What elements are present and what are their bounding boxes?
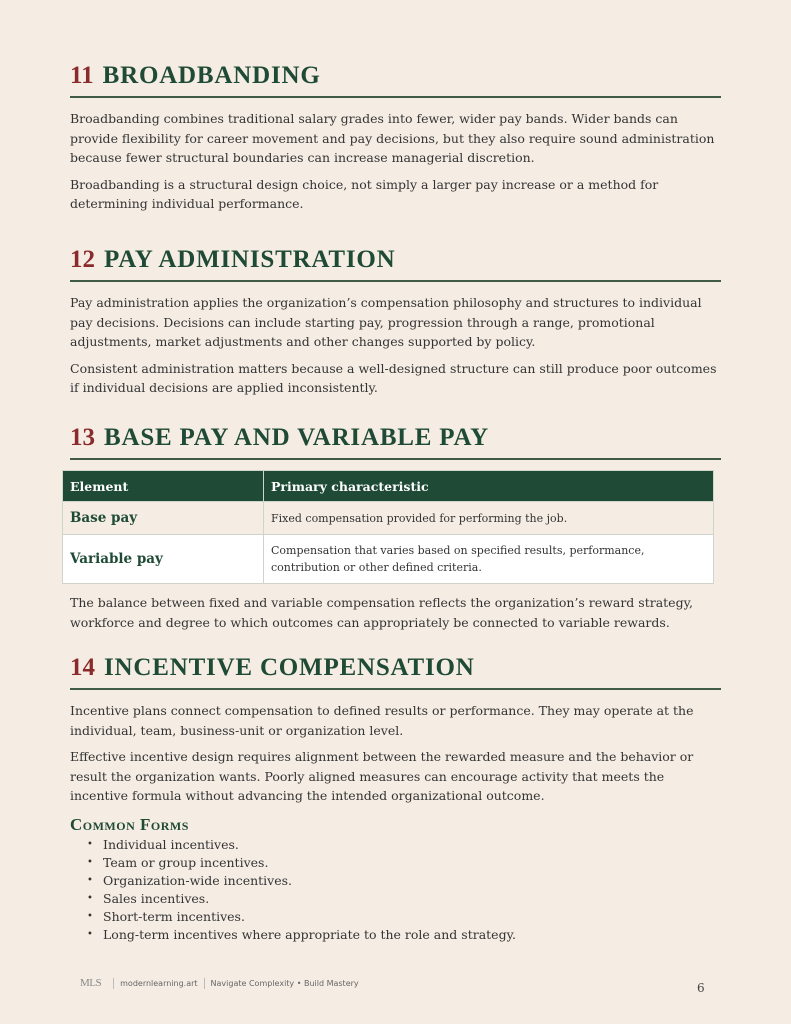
list-item	[70, 890, 721, 908]
paragraph: Broadbanding is a structural design choice, not simply a larger pay increase or a method for determining individual performance.	[70, 176, 659, 211]
list-item	[70, 854, 721, 872]
bullet-icon: •	[87, 838, 93, 850]
table-cell-characteristic: Compensation that varies based on specified results, performance, contribution or other defined criteria.	[264, 535, 714, 584]
paragraph: Pay administration applies the organization’s compensation philosophy and structures to individual pay decisions. Decisions can include starting pay, progression through a range, promotional adjustments, market adjustments and other changes supported by policy.	[70, 295, 702, 349]
section-broadbanding	[70, 62, 721, 214]
section-heading	[70, 654, 721, 690]
table-header-row	[63, 471, 714, 502]
paragraph: Broadbanding combines traditional salary grades into fewer, wider pay bands. Wider bands can provide flexibility for career movement and pay decisions, but they also require sound administration because fewer structural boundaries can increase managerial discretion.	[70, 111, 715, 165]
list-item	[70, 908, 721, 926]
footer-divider	[113, 978, 114, 989]
table-row	[63, 502, 714, 535]
bullet-icon: •	[87, 928, 93, 940]
list-item	[70, 836, 721, 854]
common-forms-list	[70, 836, 721, 944]
section-title: INCENTIVE COMPENSATION	[104, 654, 475, 681]
section-incentive-compensation	[70, 654, 721, 944]
pay-comparison-table	[62, 470, 714, 584]
page-footer	[80, 977, 359, 989]
section-number: 12	[70, 246, 95, 273]
bullet-icon: •	[87, 874, 93, 886]
footer-divider	[204, 978, 205, 989]
list-item	[70, 872, 721, 890]
list-item-text: Sales incentives.	[103, 890, 210, 906]
section-heading	[70, 424, 721, 460]
footer-site: modernlearning.art	[120, 978, 198, 988]
table-cell-element: Variable pay	[63, 535, 264, 584]
section-title: PAY ADMINISTRATION	[104, 246, 396, 273]
section-number: 14	[70, 654, 95, 681]
section-title: BROADBANDING	[102, 62, 321, 89]
section-base-variable-pay	[70, 424, 721, 630]
list-item-text: Long-term incentives where appropriate to the role and strategy.	[103, 926, 516, 942]
subheading-common-forms: Common Forms	[70, 814, 189, 834]
list-item-text: Individual incentives.	[103, 836, 239, 852]
paragraph: Consistent administration matters because a well-designed structure can still produce poor outcomes if individual decisions are applied inconsistently.	[70, 360, 717, 395]
mls-logo: MLS	[80, 977, 102, 989]
table-cell-element: Base pay	[63, 502, 264, 535]
table-cell-characteristic: Fixed compensation provided for performing the job.	[264, 502, 714, 535]
paragraph: Effective incentive design requires alignment between the rewarded measure and the behavior or result the organization wants. Poorly aligned measures can encourage activity that meets the incentive formula without advancing the intended organizational outcome.	[70, 749, 694, 803]
section-number: 11	[70, 62, 94, 89]
table-row	[63, 535, 714, 584]
section-title: BASE PAY AND VARIABLE PAY	[104, 424, 489, 451]
paragraph: The balance between fixed and variable compensation reflects the organization’s reward strategy, workforce and degree to which outcomes can appropriately be connected to variable rewards.	[70, 595, 693, 630]
section-pay-administration	[70, 246, 721, 398]
list-item-text: Short-term incentives.	[103, 908, 245, 924]
section-heading	[70, 246, 721, 282]
table-header-cell: Element	[63, 471, 264, 502]
bullet-icon: •	[87, 892, 93, 904]
page-number: 6	[697, 981, 705, 995]
bullet-icon: •	[87, 856, 93, 868]
list-item-text: Organization-wide incentives.	[103, 872, 293, 888]
list-item-text: Team or group incentives.	[103, 854, 269, 870]
bullet-icon: •	[87, 910, 93, 922]
table-header-cell: Primary characteristic	[264, 471, 714, 502]
footer-tagline: Navigate Complexity • Build Mastery	[210, 978, 359, 988]
list-item	[70, 926, 721, 944]
section-number: 13	[70, 424, 95, 451]
paragraph: Incentive plans connect compensation to defined results or performance. They may operate at the individual, team, business-unit or organization level.	[70, 703, 694, 738]
section-heading	[70, 62, 721, 98]
